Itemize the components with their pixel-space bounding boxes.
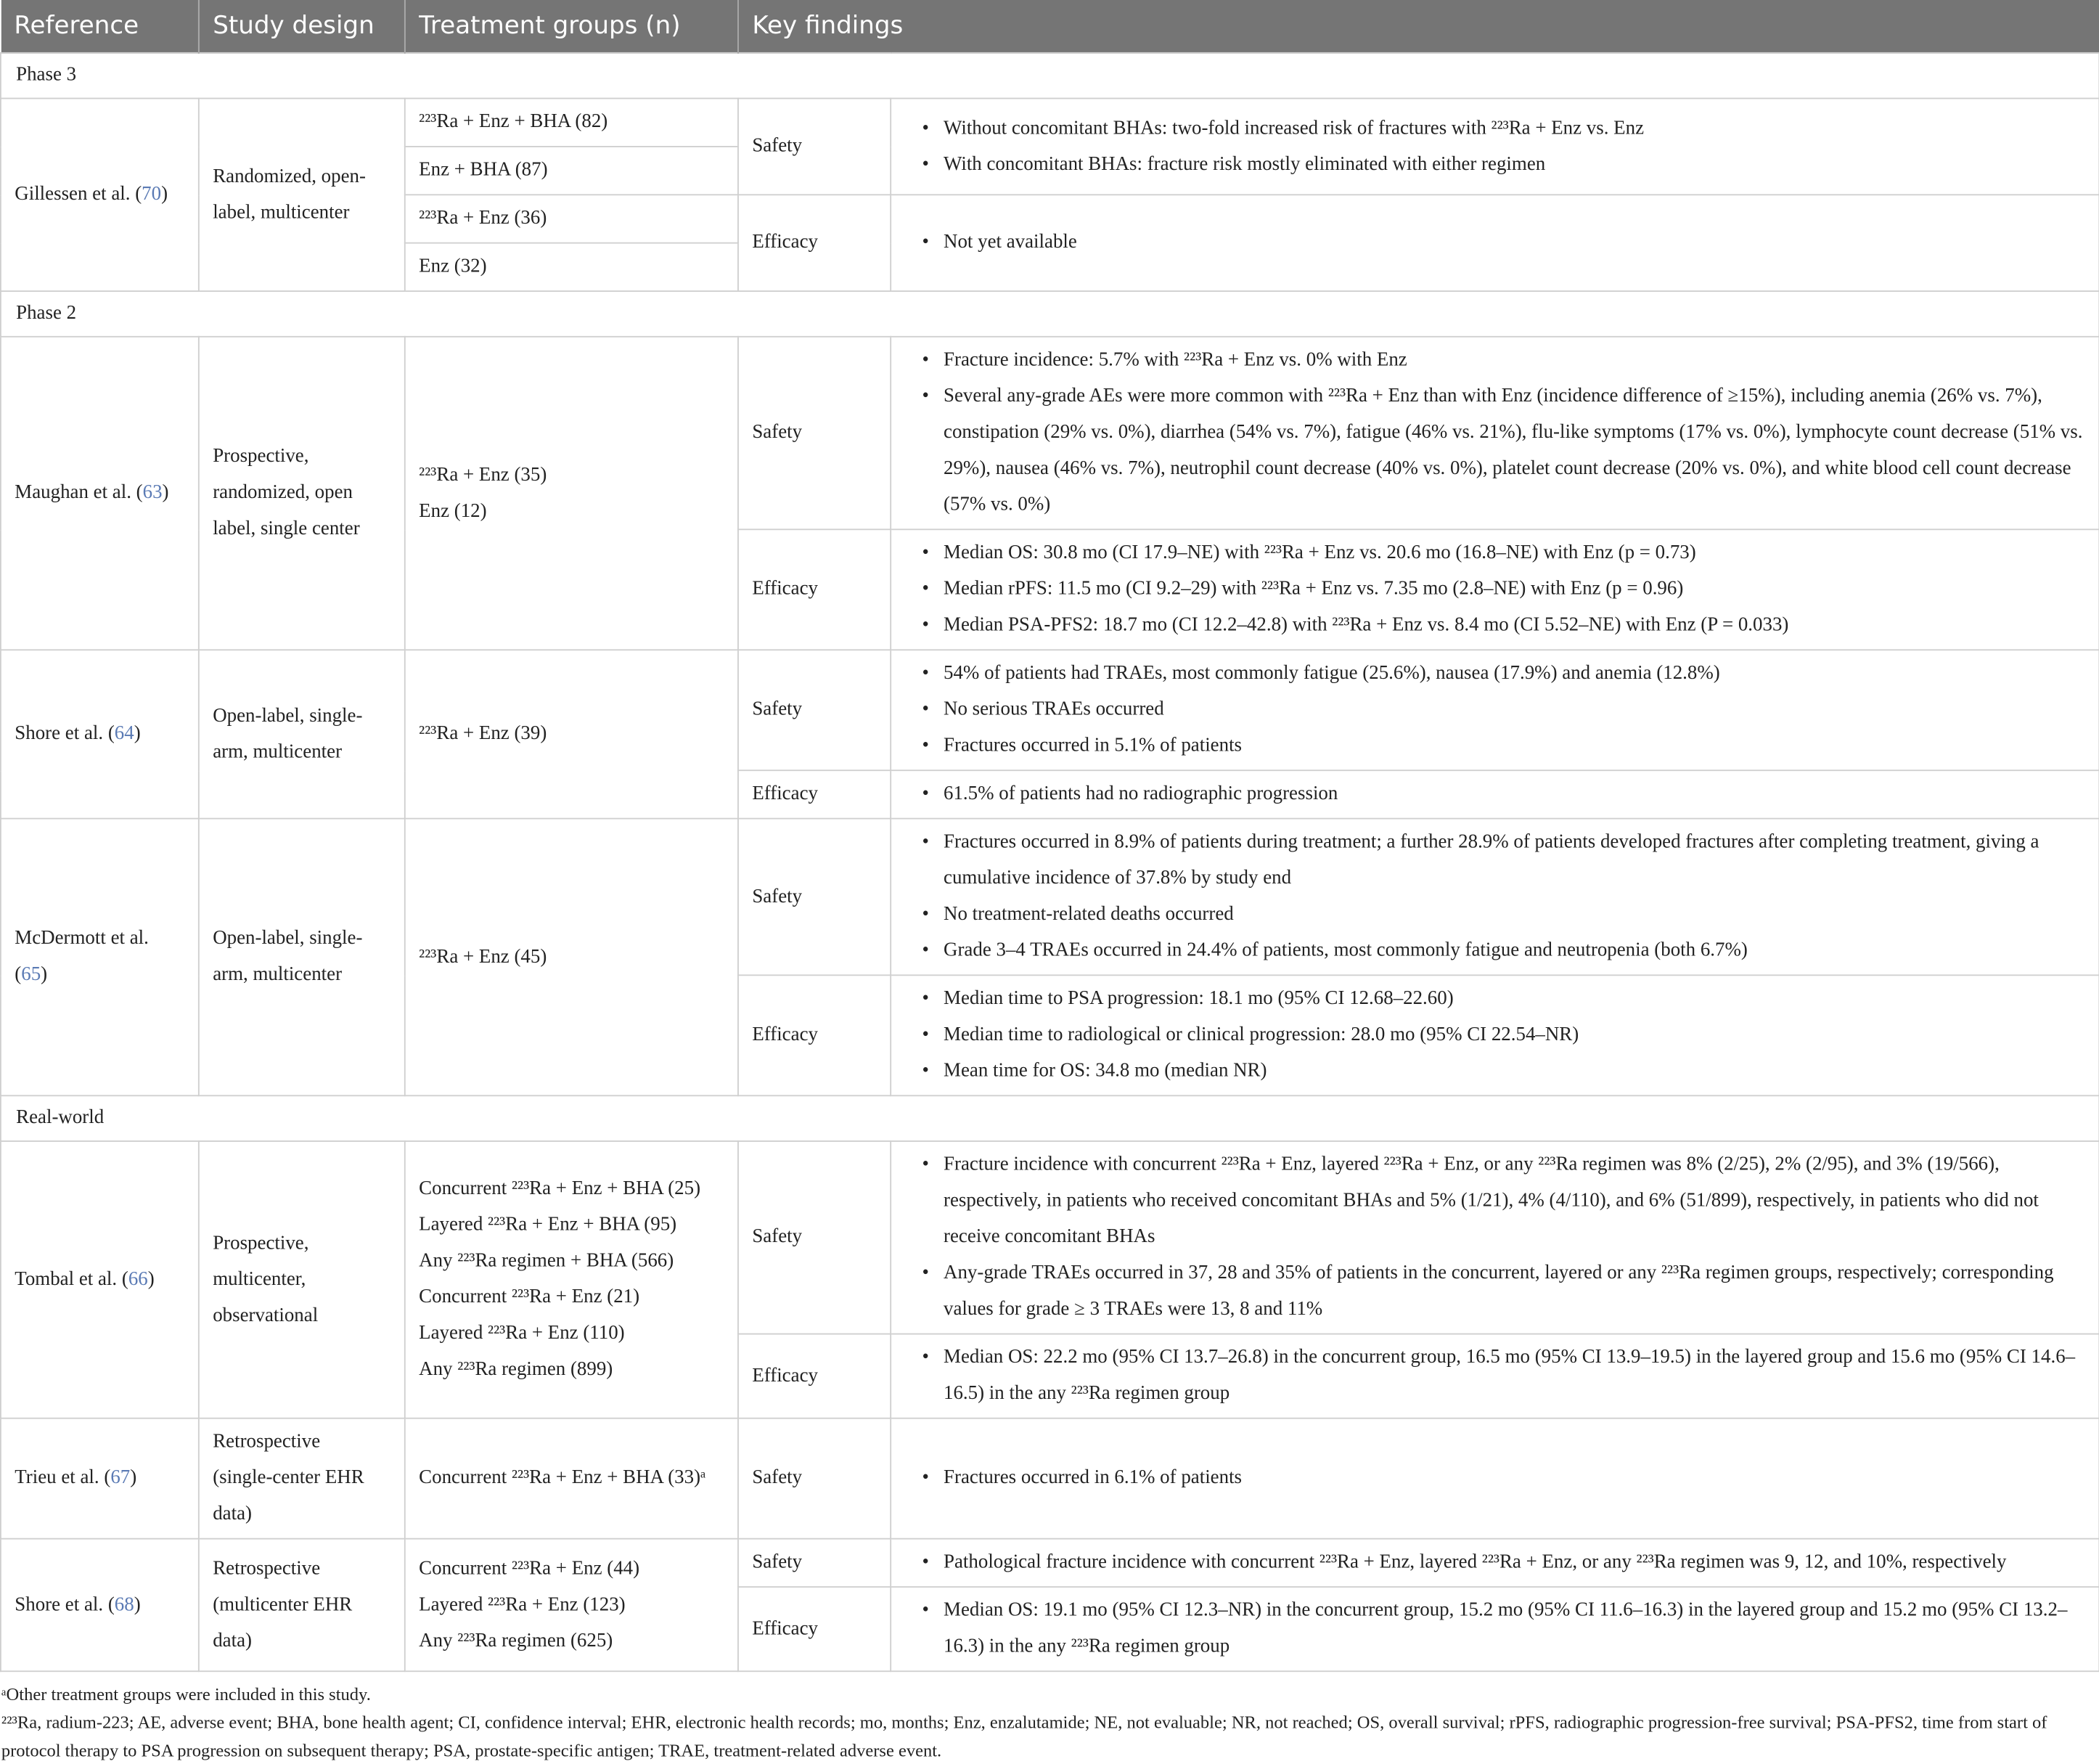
treatment-group: Concurrent ²²³Ra + Enz + BHA (33)ᵃ <box>419 1467 706 1489</box>
treatment-group-cell <box>405 147 738 195</box>
study-design-cell <box>199 337 405 650</box>
reference-cell <box>1 819 199 1096</box>
header-treatment-groups: Treatment groups (n) <box>405 0 738 53</box>
finding-bullet: • Mean time for OS: 34.8 mo (median NR) <box>944 1053 2085 1090</box>
study-design-cell <box>199 819 405 1096</box>
study-design-line: Randomized, open- <box>213 165 366 187</box>
reference-author: Shore et al. ( <box>15 1593 115 1615</box>
study-design-line: Open-label, single- <box>213 927 363 950</box>
header-study-design: Study design <box>199 0 405 53</box>
treatment-group: Enz (32) <box>419 256 487 277</box>
treatment-group: ²²³Ra + Enz (45) <box>419 945 547 968</box>
reference-cell <box>1 650 199 818</box>
study-row <box>1 337 2099 530</box>
study-design-line: Open-label, single- <box>213 704 363 727</box>
finding-bullet: • Without concomitant BHAs: two-fold increased risk of fractures with ²²³Ra + Enz vs. Enz <box>944 110 2085 147</box>
finding-bullet: • Fractures occurred in 8.9% of patients during treatment; a further 28.9% of patients developed fractures after completing treatment, giving a cumulative incidence of 37.8% by study end <box>944 825 2085 897</box>
study-design-line: data) <box>213 1503 252 1525</box>
treatment-group: Any ²²³Ra regimen (899) <box>419 1358 613 1381</box>
study-design-line: arm, multicenter <box>213 963 343 986</box>
study-design-line: Prospective, <box>213 1232 309 1254</box>
finding-category: Efficacy <box>738 1334 891 1418</box>
study-design-line: label, single center <box>213 518 360 540</box>
finding-items-cell <box>891 337 2099 530</box>
finding-items-cell <box>891 195 2099 291</box>
finding-items-cell <box>891 1587 2099 1671</box>
finding-bullet: • Median PSA-PFS2: 18.7 mo (CI 12.2–42.8) with ²²³Ra + Enz vs. 8.4 mo (CI 5.52–NE) with Enz (P = 0.033) <box>944 608 2085 644</box>
reference-cell <box>1 1141 199 1418</box>
finding-items-cell <box>891 1141 2099 1334</box>
treatment-group: Any ²²³Ra regimen + BHA (566) <box>419 1250 674 1272</box>
finding-category: Safety <box>738 99 891 195</box>
finding-bullet: • Pathological fracture incidence with concurrent ²²³Ra + Enz, layered ²²³Ra + Enz, or any ²²³Ra regimen was 9, 12, and 10%, respectively <box>944 1545 2085 1581</box>
reference-author: Shore et al. ( <box>15 722 115 745</box>
treatment-groups-cell <box>405 1418 738 1539</box>
study-design-line: Retrospective <box>213 1431 321 1453</box>
reference-cell <box>1 337 199 650</box>
finding-bullet: • With concomitant BHAs: fracture risk mostly eliminated with either regimen <box>944 147 2085 183</box>
treatment-group: Layered ²²³Ra + Enz (110) <box>419 1322 625 1344</box>
finding-category: Efficacy <box>738 975 891 1095</box>
finding-bullet: • Median rPFS: 11.5 mo (CI 9.2–29) with ²²³Ra + Enz vs. 7.35 mo (2.8–NE) with Enz (p = 0.96) <box>944 571 2085 608</box>
header-row <box>1 0 2099 53</box>
treatment-groups-cell <box>405 819 738 1096</box>
finding-bullet: • Median OS: 19.1 mo (95% CI 12.3–NR) in the concurrent group, 15.2 mo (95% CI 11.6–16.3) in the layered group and 15.2 mo (95% CI 13.2–16.3) in the any ²²³Ra regimen group <box>944 1593 2085 1665</box>
finding-items-cell <box>891 975 2099 1095</box>
finding-bullet: • Fractures occurred in 5.1% of patients <box>944 728 2085 764</box>
reference-close: ) <box>130 1467 137 1489</box>
study-row <box>1 1539 2099 1587</box>
finding-list <box>905 110 2085 183</box>
finding-category: Safety <box>738 650 891 770</box>
section-row <box>1 291 2099 337</box>
study-row <box>1 650 2099 770</box>
finding-category: Efficacy <box>738 770 891 818</box>
section-label: Phase 3 <box>1 53 2099 99</box>
finding-list <box>905 343 2085 523</box>
footnote-abbreviations: ²²³Ra, radium-223; AE, adverse event; BHA, bone health agent; CI, confidence interval; EHR, electronic health records; mo, months; Enz, enzalutamide; NE, not evaluable; NR, not reached; OS, overall survival; rPFS, radiographic progression-free survival; PSA-PFS2, time from start of protocol therapy to PSA progression on subsequent therapy; PSA, prostate-specific antigen; TRAE, treatment-related adverse event. <box>1 1712 2047 1760</box>
finding-list <box>905 225 2085 261</box>
finding-list <box>905 1545 2085 1581</box>
finding-list <box>905 1461 2085 1497</box>
finding-bullet: • Several any-grade AEs were more common with ²²³Ra + Enz than with Enz (incidence difference of ≥15%), including anemia (26% vs. 7%), constipation (29% vs. 0%), diarrhea (54% vs. 7%), fatigue (46% vs. 21%), flu-like symptoms (17% vs. 0%), lymphocyte count decrease (51% vs. 29%), nausea (46% vs. 7%), neutrophil count decrease (40% vs. 0%), platelet count decrease (20% vs. 0%), and white blood cell count decrease (57% vs. 0%) <box>944 379 2085 523</box>
finding-bullet: • Not yet available <box>944 225 2085 261</box>
treatment-groups-cell <box>405 1141 738 1418</box>
study-row <box>1 1141 2099 1334</box>
finding-items-cell <box>891 529 2099 650</box>
treatment-group: Enz (12) <box>419 499 487 522</box>
header-key-findings: Key findings <box>738 0 2099 53</box>
finding-bullet: • No treatment-related deaths occurred <box>944 897 2085 933</box>
reference-cell <box>1 1418 199 1539</box>
treatment-group: Any ²²³Ra regimen (625) <box>419 1630 613 1651</box>
section-row <box>1 1095 2099 1141</box>
reference-number-link: 67 <box>110 1467 131 1489</box>
finding-category: Safety <box>738 337 891 530</box>
finding-bullet: • Median OS: 22.2 mo (95% CI 13.7–26.8) in the concurrent group, 16.5 mo (95% CI 13.9–19.5) in the layered group and 15.6 mo (95% CI 14.6–16.5) in the any ²²³Ra regimen group <box>944 1340 2085 1413</box>
reference-author: McDermott et al. ( <box>15 927 149 986</box>
finding-list <box>905 536 2085 644</box>
finding-category: Efficacy <box>738 1587 891 1671</box>
reference-number-link: 65 <box>21 963 41 986</box>
treatment-group: Concurrent ²²³Ra + Enz (21) <box>419 1286 640 1308</box>
study-design-line: label, multicenter <box>213 201 350 224</box>
reference-close: ) <box>134 722 141 745</box>
study-design-line: (single-center EHR <box>213 1467 364 1489</box>
study-row <box>1 1418 2099 1539</box>
finding-category: Safety <box>738 1539 891 1587</box>
study-design-line: randomized, open <box>213 481 353 504</box>
table-footnotes <box>0 1672 2098 1764</box>
treatment-group-cell <box>405 195 738 242</box>
finding-list <box>905 1340 2085 1413</box>
finding-category: Efficacy <box>738 529 891 650</box>
finding-items-cell <box>891 650 2099 770</box>
finding-category: Safety <box>738 1418 891 1539</box>
reference-author: Tombal et al. ( <box>15 1268 128 1290</box>
table-body <box>1 53 2099 1671</box>
finding-bullet: • Any-grade TRAEs occurred in 37, 28 and 35% of patients in the concurrent, layered or any ²²³Ra regimen groups, respectively; corresponding values for grade ≥ 3 TRAEs were 13, 8 and 11% <box>944 1256 2085 1328</box>
finding-bullet: • Median OS: 30.8 mo (CI 17.9–NE) with ²²³Ra + Enz vs. 20.6 mo (16.8–NE) with Enz (p = 0.73) <box>944 536 2085 572</box>
treatment-group: Enz + BHA (87) <box>419 159 548 181</box>
finding-items-cell <box>891 1334 2099 1418</box>
treatment-group: ²²³Ra + Enz + BHA (82) <box>419 111 608 133</box>
reference-number-link: 63 <box>142 481 163 504</box>
reference-close: ) <box>41 963 48 986</box>
finding-bullet: • 54% of patients had TRAEs, most commonly fatigue (25.6%), nausea (17.9%) and anemia (12.8%) <box>944 656 2085 693</box>
finding-bullet: • No serious TRAEs occurred <box>944 692 2085 728</box>
study-design-line: (multicenter EHR <box>213 1593 353 1615</box>
finding-list <box>905 981 2085 1090</box>
header-reference: Reference <box>1 0 199 53</box>
study-design-cell <box>199 650 405 818</box>
finding-bullet: • Fracture incidence: 5.7% with ²²³Ra + Enz vs. 0% with Enz <box>944 343 2085 379</box>
treatment-group-cell <box>405 99 738 147</box>
reference-close: ) <box>162 481 169 504</box>
finding-items-cell <box>891 99 2099 195</box>
table-header <box>1 0 2099 53</box>
section-row <box>1 53 2099 99</box>
section-label: Phase 2 <box>1 291 2099 337</box>
study-row <box>1 819 2099 976</box>
reference-number-link: 64 <box>114 722 134 745</box>
treatment-group: Layered ²²³Ra + Enz + BHA (95) <box>419 1214 677 1236</box>
study-design-cell <box>199 1141 405 1418</box>
reference-close: ) <box>134 1593 141 1615</box>
section-label: Real-world <box>1 1095 2099 1141</box>
treatment-group: ²²³Ra + Enz (39) <box>419 722 547 745</box>
study-row <box>1 99 2099 147</box>
reference-number-link: 70 <box>142 183 162 205</box>
finding-category: Safety <box>738 819 891 976</box>
treatment-group: Concurrent ²²³Ra + Enz (44) <box>419 1557 640 1579</box>
study-design-line: multicenter, <box>213 1268 306 1290</box>
treatment-group: ²²³Ra + Enz (35) <box>419 463 547 486</box>
finding-bullet: • Fracture incidence with concurrent ²²³Ra + Enz, layered ²²³Ra + Enz, or any ²²³Ra regimen was 8% (2/25), 2% (2/95), and 3% (19/566), respectively, in patients who received concomitant BHAs and 5% (1/21), 4% (4/110), and 6% (51/899), respectively, in patients who did not receive concomitant BHAs <box>944 1147 2085 1255</box>
study-design-line: observational <box>213 1304 319 1326</box>
reference-author: Trieu et al. ( <box>15 1467 111 1489</box>
treatment-group: ²²³Ra + Enz (36) <box>419 207 547 229</box>
treatment-groups-cell <box>405 1539 738 1672</box>
footnote-a: ᵃOther treatment groups were included in this study. <box>1 1683 371 1704</box>
study-design-cell <box>199 1539 405 1672</box>
finding-items-cell <box>891 1418 2099 1539</box>
treatment-groups-cell <box>405 337 738 650</box>
study-design-line: data) <box>213 1630 252 1651</box>
finding-list <box>905 1593 2085 1665</box>
finding-bullet: • Median time to PSA progression: 18.1 mo (95% CI 12.68–22.60) <box>944 981 2085 1018</box>
reference-cell <box>1 1539 199 1672</box>
finding-category: Efficacy <box>738 195 891 291</box>
finding-bullet: • Fractures occurred in 6.1% of patients <box>944 1461 2085 1497</box>
study-design-line: Retrospective <box>213 1557 321 1579</box>
treatment-group: Concurrent ²²³Ra + Enz + BHA (25) <box>419 1177 701 1200</box>
finding-items-cell <box>891 819 2099 976</box>
finding-list <box>905 1147 2085 1328</box>
finding-bullet: • 61.5% of patients had no radiographic progression <box>944 777 2085 813</box>
study-design-cell <box>199 99 405 292</box>
reference-close: ) <box>161 183 168 205</box>
reference-number-link: 66 <box>128 1268 148 1290</box>
finding-items-cell <box>891 770 2099 818</box>
reference-close: ) <box>147 1268 155 1290</box>
finding-list <box>905 777 2085 813</box>
study-design-cell <box>199 1418 405 1539</box>
reference-cell <box>1 99 199 292</box>
reference-number-link: 68 <box>114 1593 134 1615</box>
treatment-group: Layered ²²³Ra + Enz (123) <box>419 1593 626 1615</box>
finding-items-cell <box>891 1539 2099 1587</box>
treatment-group-cell <box>405 243 738 291</box>
finding-bullet: • Median time to radiological or clinical progression: 28.0 mo (95% CI 22.54–NR) <box>944 1017 2085 1053</box>
reference-author: Gillessen et al. ( <box>15 183 142 205</box>
finding-category: Safety <box>738 1141 891 1334</box>
finding-list <box>905 656 2085 764</box>
finding-list <box>905 825 2085 969</box>
finding-bullet: • Grade 3–4 TRAEs occurred in 24.4% of patients, most commonly fatigue and neutropenia (both 6.7%) <box>944 933 2085 969</box>
study-design-line: Prospective, <box>213 446 309 467</box>
treatment-groups-cell <box>405 650 738 818</box>
study-design-line: arm, multicenter <box>213 740 343 763</box>
reference-author: Maughan et al. ( <box>15 481 143 504</box>
